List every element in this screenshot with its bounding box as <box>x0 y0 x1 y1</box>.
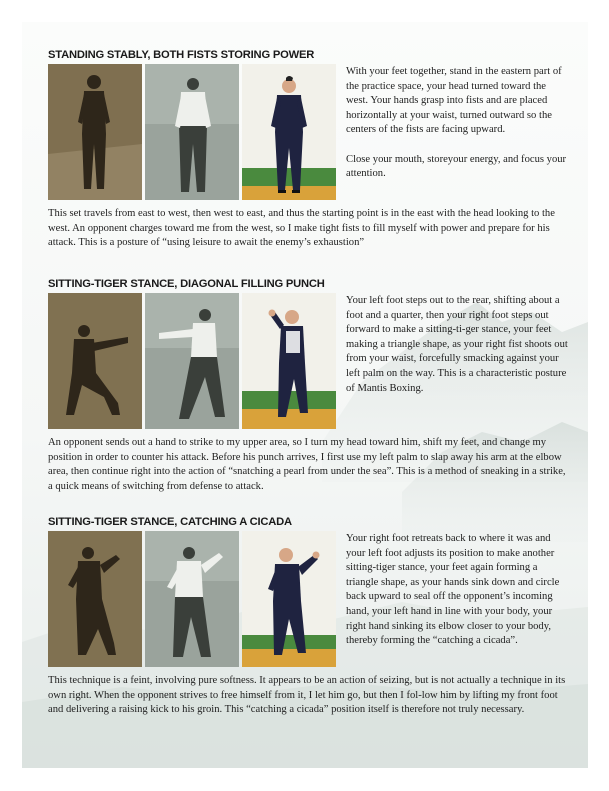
side-paragraph: Your left foot steps out to the rear, shifting about a foot and a quarter, then your right foot steps out forward to make a sitting-ti-ger stance, your feet making a triangle shape, as your right fist shoots out from your waist, forcefully smacking against your left palm on the way. This is a characteristic posture of Mantis Boxing. <box>346 295 568 394</box>
section-heading: STANDING STABLY, BOTH FISTS STORING POWER <box>48 49 315 61</box>
section-body-text: This set travels from east to west, then west to east, and thus the starting point is in the east with the head looking to the west. An opponent charges toward me from the west, so I make tight fists to fill myself with power and prepare for his attack. This is a posture of “using leisure to await the enemy’s exhaustion” <box>48 208 555 249</box>
section-heading: SITTING-TIGER STANCE, DIAGONAL FILLING PUNCH <box>48 278 325 290</box>
section-side-text <box>346 65 568 196</box>
photo-modern-color <box>242 293 336 429</box>
photo-strip <box>48 293 337 429</box>
section-body-text: This technique is a feint, involving pure softness. It appears to be an action of seizing, but is not actually a technique in its own right. When the opponent strives to free himself from it, I let him go, but then I fol-low him by lifting my front foot and delivering a raising kick to his groin. This “catching a cicada” position itself is therefore not truly necessary. <box>48 675 566 716</box>
photo-vintage-grey <box>145 531 239 667</box>
section-heading: SITTING-TIGER STANCE, CATCHING A CICADA <box>48 516 292 528</box>
photo-vintage-sepia <box>48 531 142 667</box>
section-side-text <box>346 294 568 411</box>
photo-vintage-sepia <box>48 64 142 200</box>
side-paragraph: Your right foot retreats back to where it was and your left foot adjusts its position to make another sitting-tiger stance, your feet again forming a triangle shape, as your hands sink down and circle back upward to seal off the opponent’s incoming hand, your left hand in line with your body, your right hand sinking its elbow closer to your body, thereby forming the “catching a cicada”. <box>346 533 560 647</box>
photo-strip <box>48 64 337 200</box>
photo-modern-color <box>242 64 336 200</box>
page-background <box>22 22 588 768</box>
section-side-text <box>346 532 568 663</box>
side-paragraph: With your feet together, stand in the eastern part of the practice space, your head turned toward the west. Your hands grasp into fists and are placed horizontally at your waist, turned outward so the centers of the fists are facing upward. <box>346 66 562 136</box>
photo-modern-color <box>242 531 336 667</box>
side-paragraph: Close your mouth, storeyour energy, and focus your attention. <box>346 153 567 180</box>
section-body-text: An opponent sends out a hand to strike to my upper area, so I turn my head toward him, shift my feet, and change my position in order to counter his attack. Before his punch arrives, I first use my left palm to slap away his arm at the elbow area, then continue right into the action of “snatching a pearl from under the sea”. This is a method of sneaking in a strike, a quick means of switching from defense to attack. <box>48 437 566 492</box>
photo-strip <box>48 531 337 667</box>
photo-vintage-grey <box>145 293 239 429</box>
photo-vintage-grey <box>145 64 239 200</box>
photo-vintage-sepia <box>48 293 142 429</box>
